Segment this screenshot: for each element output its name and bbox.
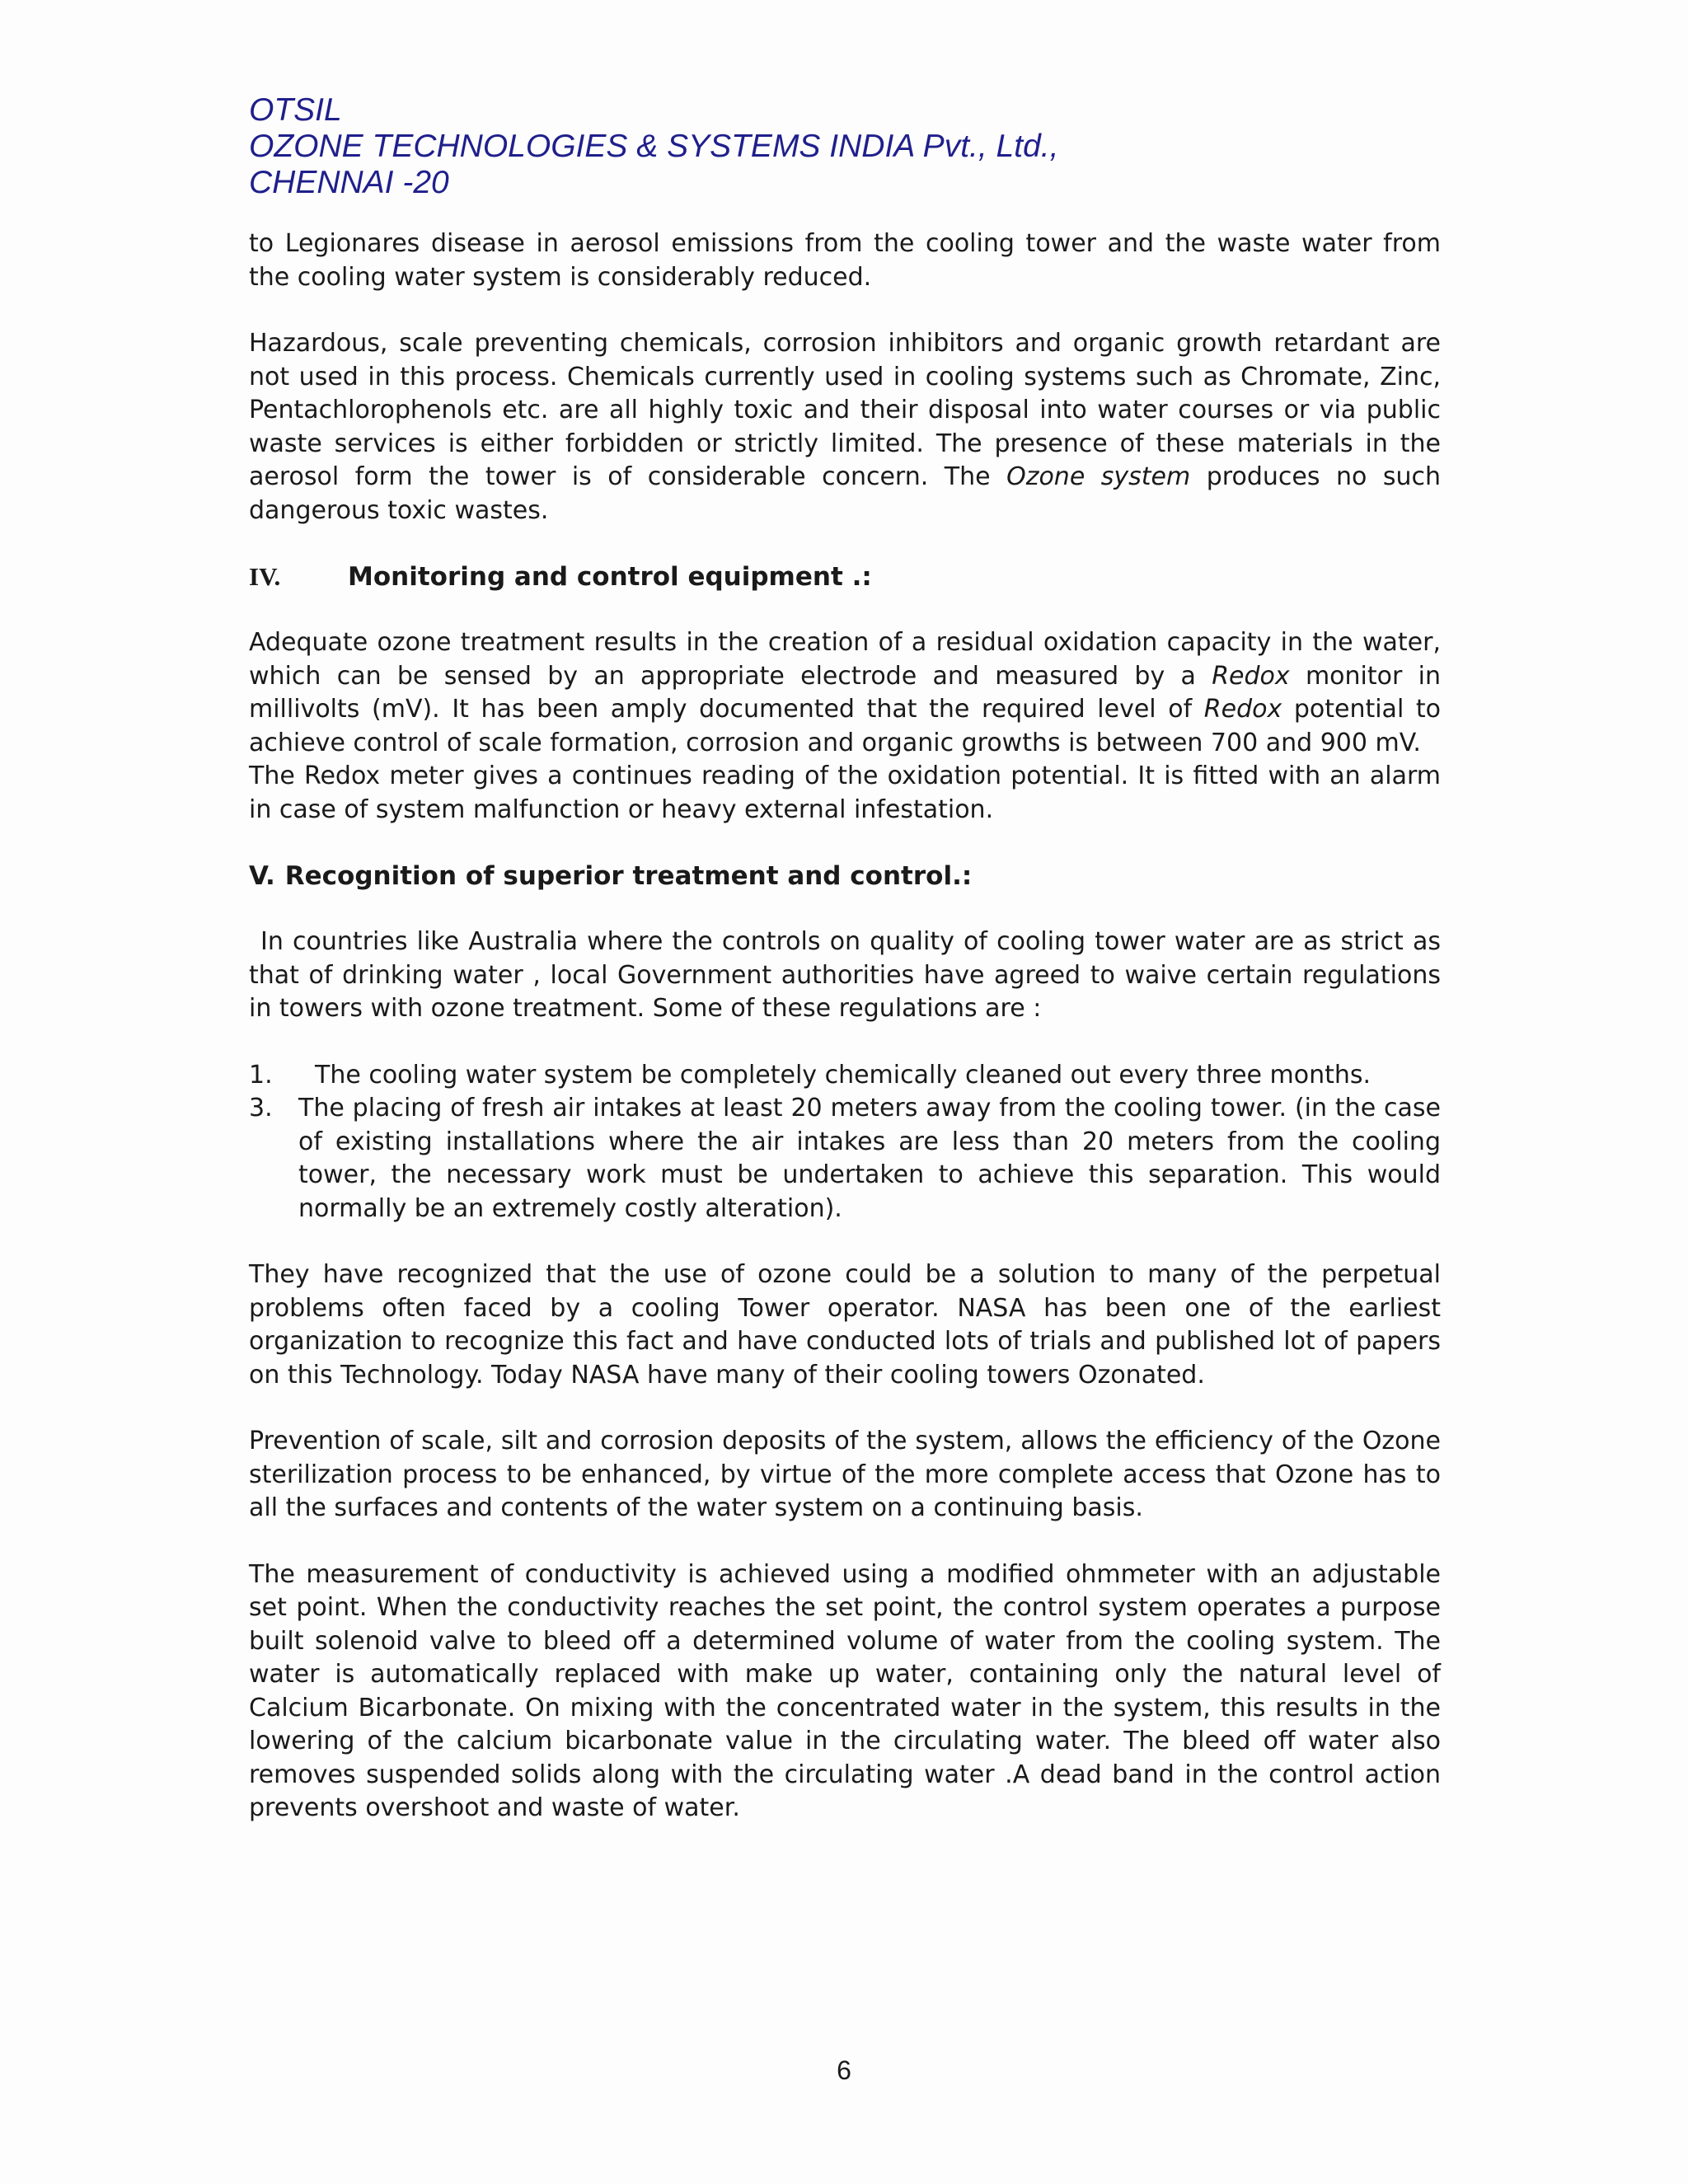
monitoring-text-2: monitor in millivolts (mV). It has been amply documented that the required level of: [249, 661, 1441, 724]
hazard-paragraph: [249, 327, 1441, 527]
hazard-text-2: produces no such dangerous toxic wastes.: [249, 462, 1441, 525]
hazard-text-1: Hazardous, scale preventing chemicals, corrosion inhibitors and organic growth retardant are not used in this process. Chemicals currently used in cooling systems such as Chromate, Zinc, Pentachlorophenols etc. are all highly toxic and their disposal into water courses or via public waste services is either forbidden or strictly limited. The presence of these materials in the aerosol form the tower is of considerable concern. The: [249, 329, 1441, 491]
section-heading-recognition: [249, 860, 1441, 893]
section-heading-monitoring: [249, 560, 1441, 593]
section-number: IV.: [249, 562, 281, 591]
nasa-paragraph: They have recognized that the use of ozone could be a solution to many of the perpetual problems often faced by a cooling Tower operator. NASA has been one of the earliest organization to recognize this fact and have conducted lots of trials and published lot of papers on this Technology. Today NASA have many of their cooling towers Ozonated.: [249, 1260, 1441, 1390]
intro-paragraph: to Legionares disease in aerosol emissions from the cooling tower and the waste water from the cooling water system is considerably reduced.: [249, 229, 1441, 292]
redox-emphasis: Redox: [1212, 661, 1290, 691]
company-abbreviation: OTSIL: [249, 92, 342, 128]
list-item-text: The cooling water system be completely chemically cleaned out every three months.: [315, 1060, 1372, 1090]
company-city: CHENNAI -20: [249, 165, 449, 200]
document-page: [249, 92, 1441, 1858]
company-name: OZONE TECHNOLOGIES & SYSTEMS INDIA Pvt., Ltd.,: [249, 129, 1059, 164]
letterhead: [249, 92, 1441, 201]
monitoring-paragraph: [249, 626, 1441, 760]
prevention-paragraph: Prevention of scale, silt and corrosion deposits of the system, allows the efficiency of the Ozone sterilization process to be enhanced, by virtue of the more complete access that Ozone has to all the surfaces and contents of the water system on a continuing basis.: [249, 1427, 1441, 1522]
list-item: [249, 1059, 1441, 1093]
document-body: [249, 227, 1441, 1825]
ozone-system-emphasis: Ozone system: [1006, 462, 1191, 491]
australia-paragraph: In countries like Australia where the controls on quality of cooling tower water are as strict as that of drinking water , local Government authorities have agreed to waive certain regulations in towers with ozone treatment. Some of these regulations are :: [249, 927, 1441, 1023]
section-title: Recognition of superior treatment and control.:: [284, 861, 973, 891]
page-number: 6: [837, 2055, 851, 2085]
monitoring-text-3: potential to achieve control of scale formation, corrosion and organic growths is between 700 and 900 mV.: [249, 695, 1442, 757]
redox-meter-paragraph: The Redox meter gives a continues reading of the oxidation potential. It is fitted with an alarm in case of system malfunction or heavy external infestation.: [249, 762, 1441, 824]
list-marker: 3.: [249, 1094, 273, 1122]
list-item: [249, 1092, 1441, 1226]
section-number: V.: [249, 861, 275, 891]
list-marker: 1.: [249, 1060, 273, 1090]
section-title: Monitoring and control equipment .:: [348, 562, 872, 592]
redox-emphasis: Redox: [1203, 695, 1282, 724]
list-item-text: The placing of fresh air intakes at least 20 meters away from the cooling tower. (in the case of existing installations where the air intakes are less than 20 meters from the cooling tower, the necessary work must be undertaken to achieve this separation. This would normally be an extremely costly alteration).: [298, 1094, 1441, 1223]
monitoring-text-1: Adequate ozone treatment results in the creation of a residual oxidation capacity in the water, which can be sensed by an appropriate electrode and measured by a: [249, 628, 1441, 691]
conductivity-paragraph: The measurement of conductivity is achieved using a modified ohmmeter with an adjustable set point. When the conductivity reaches the set point, the control system operates a purpose built solenoid valve to bleed off a determined volume of water from the cooling system. The water is automatically replaced with make up water, containing only the natural level of Calcium Bicarbonate. On mixing with the concentrated water in the system, this results in the lowering of the calcium bicarbonate value in the circulating water. The bleed off water also removes suspended solids along with the circulating water .A dead band in the control action prevents overshoot and waste of water.: [249, 1559, 1441, 1822]
regulations-list: [249, 1059, 1441, 1226]
